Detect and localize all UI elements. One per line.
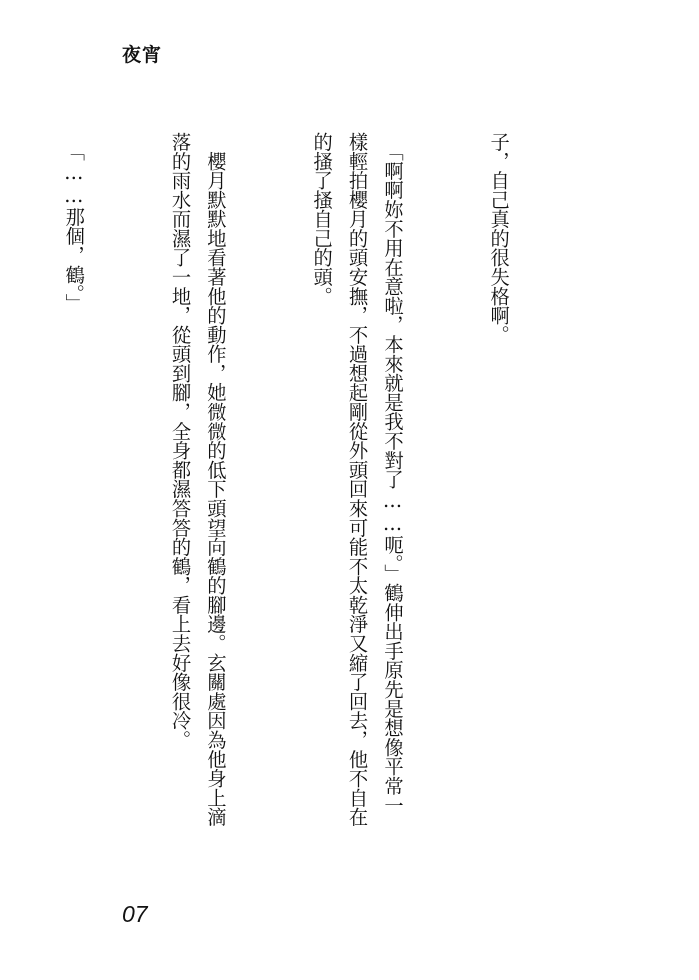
paragraph: 子，自己真的很失格啊。	[487, 132, 511, 345]
chapter-title: 夜宵	[122, 44, 163, 66]
vertical-text-body	[0, 132, 587, 832]
page-number: 07	[122, 901, 148, 927]
paragraph: 「啊啊妳不用在意啦，本來就是我不對了……呃。」鶴伸出手原先是想像平常一樣輕拍櫻月的頭安撫，不過想起剛從外頭回來可能不太乾淨又縮了回去，他不自在的搔了搔自己的頭。	[310, 132, 404, 827]
paragraph: 「……那個，鶴。」	[62, 132, 86, 314]
paragraph: 櫻月默默地看著他的動作，她微微的低下頭望向鶴的腳邊。玄關處因為他身上滴落的雨水而濕了一地，從頭到腳，全身都濕答答的鶴，看上去好像很冷。	[168, 132, 227, 827]
